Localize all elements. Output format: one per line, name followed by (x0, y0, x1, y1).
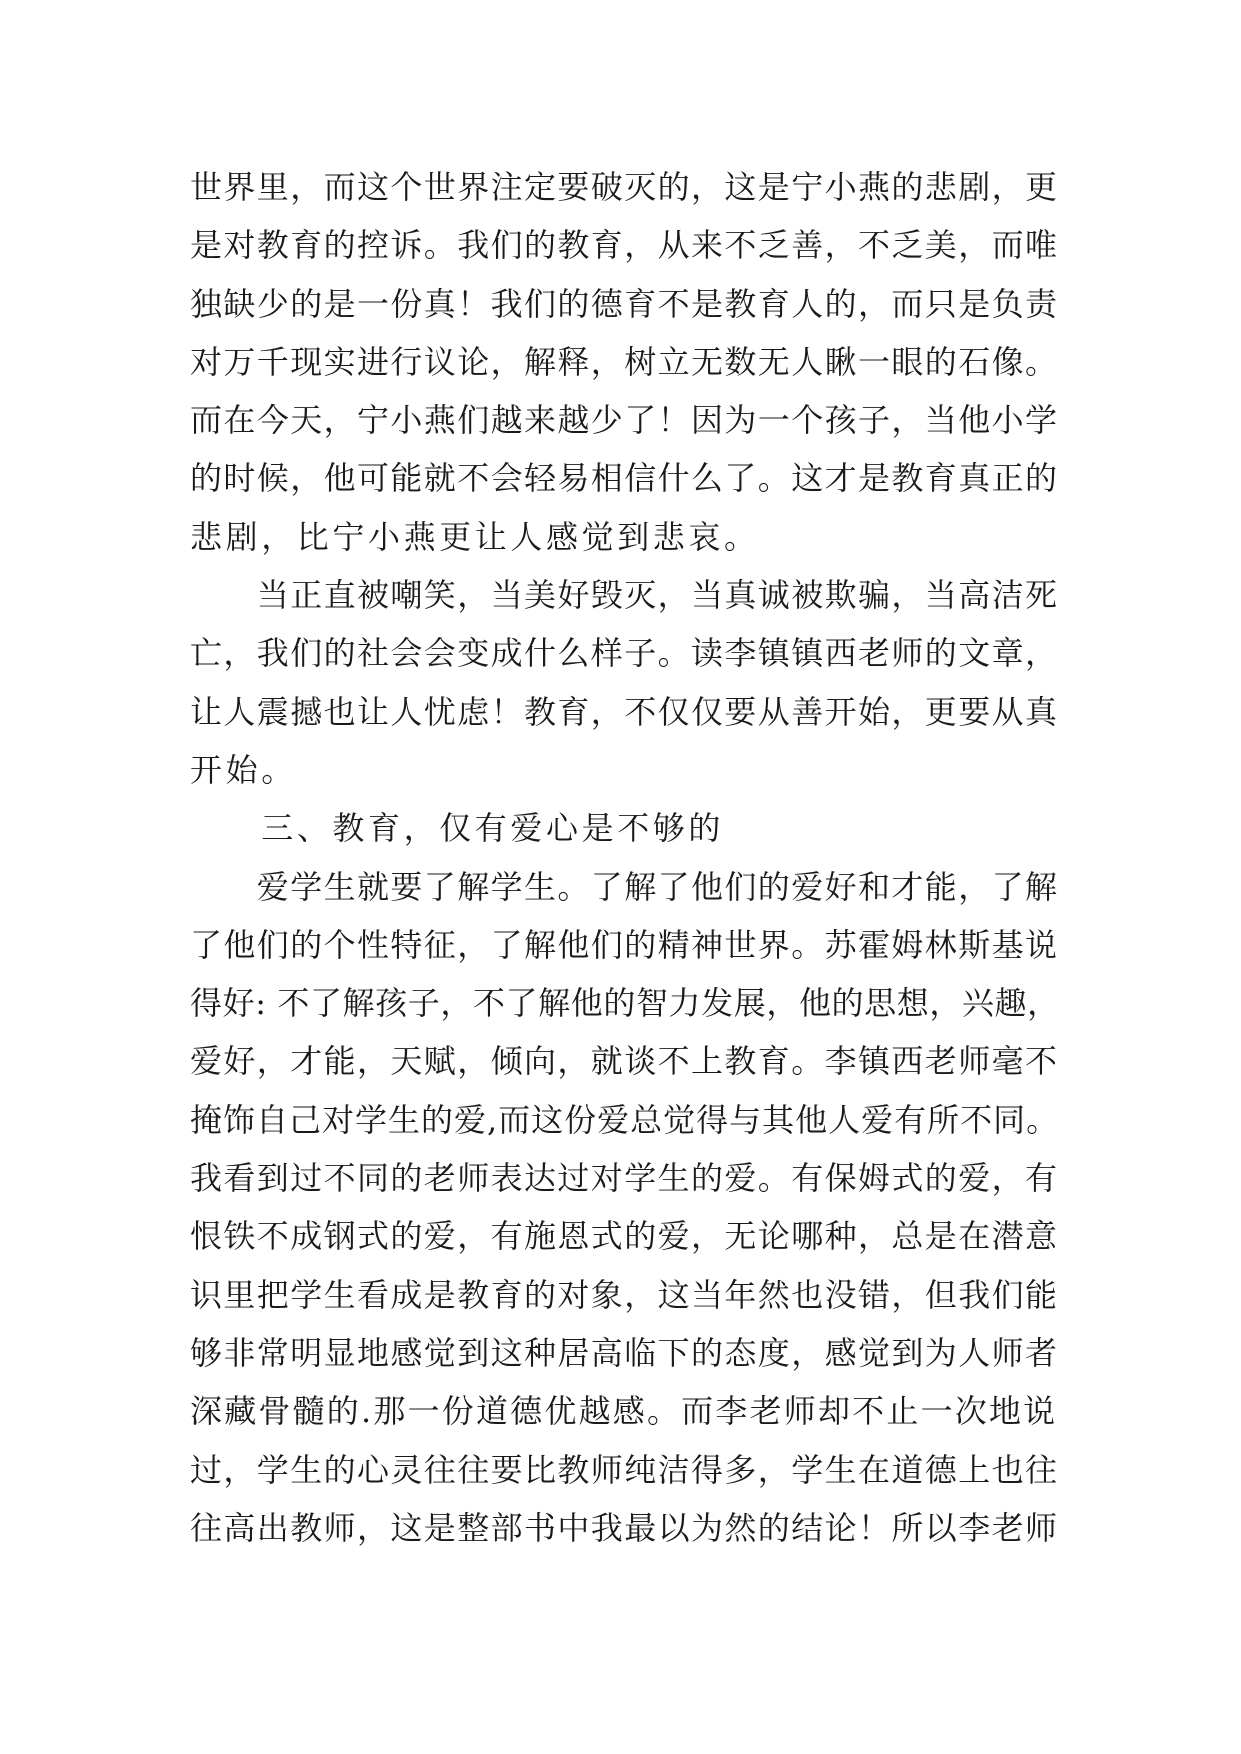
text-line: 往高出教师，这是整部书中我最以为然的结论！所以李老师 (190, 1508, 1059, 1547)
text-line: 深藏骨髓的.那一份道德优越感。而李老师却不止一次地说 (190, 1392, 1058, 1431)
text-line: 够非常明显地感觉到这种居高临下的态度，感觉到为人师者 (190, 1333, 1059, 1372)
text-line: 开始。 (190, 750, 297, 789)
text-line: 得好: 不了解孩子，不了解他的智力发展，他的思想，兴趣， (190, 984, 1060, 1023)
text-line: 当正直被嘲笑，当美好毁灭，当真诚被欺骗，当高洁死 (190, 576, 1059, 615)
section-heading: 三、教育，仅有爱心是不够的 (190, 809, 725, 848)
text-line: 而在今天，宁小燕们越来越少了！因为一个孩子，当他小学 (190, 401, 1059, 440)
text-line: 是对教育的控诉。我们的教育，从来不乏善，不乏美，而唯 (190, 226, 1059, 265)
text-line: 掩饰自己对学生的爱,而这份爱总觉得与其他人爱有所不同。 (190, 1100, 1060, 1139)
text-line: 过，学生的心灵往往要比教师纯洁得多，学生在道德上也往 (190, 1450, 1059, 1489)
text-line: 识里把学生看成是教育的对象，这当年然也没错，但我们能 (190, 1275, 1059, 1314)
text-line: 亡，我们的社会会变成什么样子。读李镇镇西老师的文章， (190, 634, 1059, 673)
text-line: 让人震撼也让人忧虑！教育，不仅仅要从善开始，更要从真 (190, 692, 1059, 731)
text-line: 爱好，才能，天赋，倾向，就谈不上教育。李镇西老师毫不 (190, 1042, 1059, 1081)
body-text (190, 158, 1060, 1557)
text-line: 独缺少的是一份真！我们的德育不是教育人的，而只是负责 (190, 284, 1059, 323)
text-line: 了他们的个性特征，了解他们的精神世界。苏霍姆林斯基说 (190, 925, 1059, 964)
text-line: 悲剧，比宁小燕更让人感觉到悲哀。 (190, 517, 760, 556)
text-line: 对万千现实进行议论，解释，树立无数无人瞅一眼的石像。 (190, 342, 1059, 381)
text-line: 我看到过不同的老师表达过对学生的爱。有保姆式的爱，有 (190, 1159, 1059, 1198)
text-line: 恨铁不成钢式的爱，有施恩式的爱，无论哪种，总是在潜意 (190, 1217, 1059, 1256)
text-line: 爱学生就要了解学生。了解了他们的爱好和才能，了解 (190, 867, 1059, 906)
text-line: 的时候，他可能就不会轻易相信什么了。这才是教育真正的 (190, 459, 1059, 498)
text-line: 世界里，而这个世界注定要破灭的，这是宁小燕的悲剧，更 (190, 168, 1059, 206)
